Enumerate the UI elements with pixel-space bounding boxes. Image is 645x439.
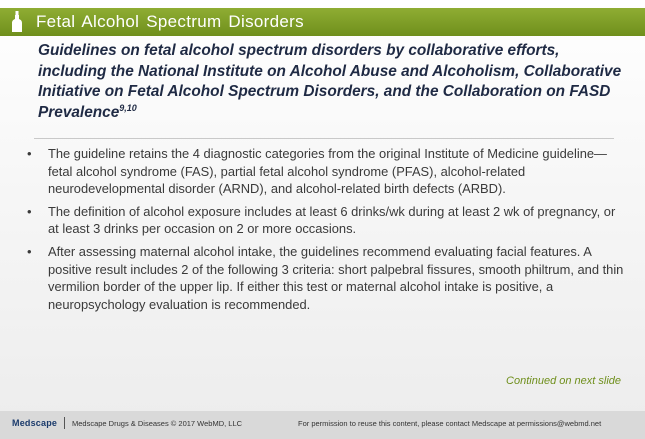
- subtitle-references: 9,10: [119, 102, 137, 113]
- subtitle-text: Guidelines on fetal alcohol spectrum disorders by collaborative efforts, including the National Institute on Alcohol Abuse and Alcoholism, Collaborative Initiative on Fetal Alcohol Spectrum Disorders, and the Collaboration on FASD Prevalence: [38, 42, 622, 121]
- footer-separator: [64, 417, 65, 429]
- continued-note: Continued on next slide: [506, 375, 621, 387]
- divider: [34, 138, 614, 139]
- bullet-text: The definition of alcohol exposure includes at least 6 drinks/wk during at least 2 wk of pregnancy, or at least 3 drinks per occasion on 2 or more occasions.: [48, 203, 616, 237]
- header-title: Fetal Alcohol Spectrum Disorders: [36, 12, 304, 31]
- copyright-text: Medscape Drugs & Diseases © 2017 WebMD, LLC: [72, 419, 243, 428]
- permission-text: For permission to reuse this content, please contact Medscape at permissions@webmd.net: [298, 419, 602, 428]
- bottle-icon: [11, 11, 23, 33]
- footer-bar: [0, 411, 645, 439]
- header-bar: [0, 8, 645, 36]
- bullet-item: [26, 243, 626, 313]
- slide-subtitle: [38, 41, 623, 123]
- bullet-text: After assessing maternal alcohol intake, the guidelines recommend evaluating facial features. A positive result includes 2 of the following 3 criteria: short palpebral fissures, smooth philtrum, and thin vermilion border of the upper lip. If either this test or maternal alcohol intake is positive, a neuropsychology evaluation is recommended.: [48, 243, 624, 312]
- bullet-list: [26, 145, 626, 318]
- bullet-marker: •: [27, 203, 32, 219]
- bullet-marker: •: [27, 146, 32, 161]
- medscape-logo: Medscape: [12, 418, 58, 428]
- bullet-text: The guideline retains the 4 diagnostic categories from the original Institute of Medicine guideline—fetal alcohol syndrome (FAS), partial fetal alcohol syndrome (PFAS), alcohol-related neurodevelopmental disorder (ARND), and alcohol-related birth defects (ARBD).: [48, 146, 607, 197]
- bullet-item: [26, 203, 626, 238]
- bullet-item: [26, 145, 626, 198]
- bullet-marker: •: [27, 243, 32, 259]
